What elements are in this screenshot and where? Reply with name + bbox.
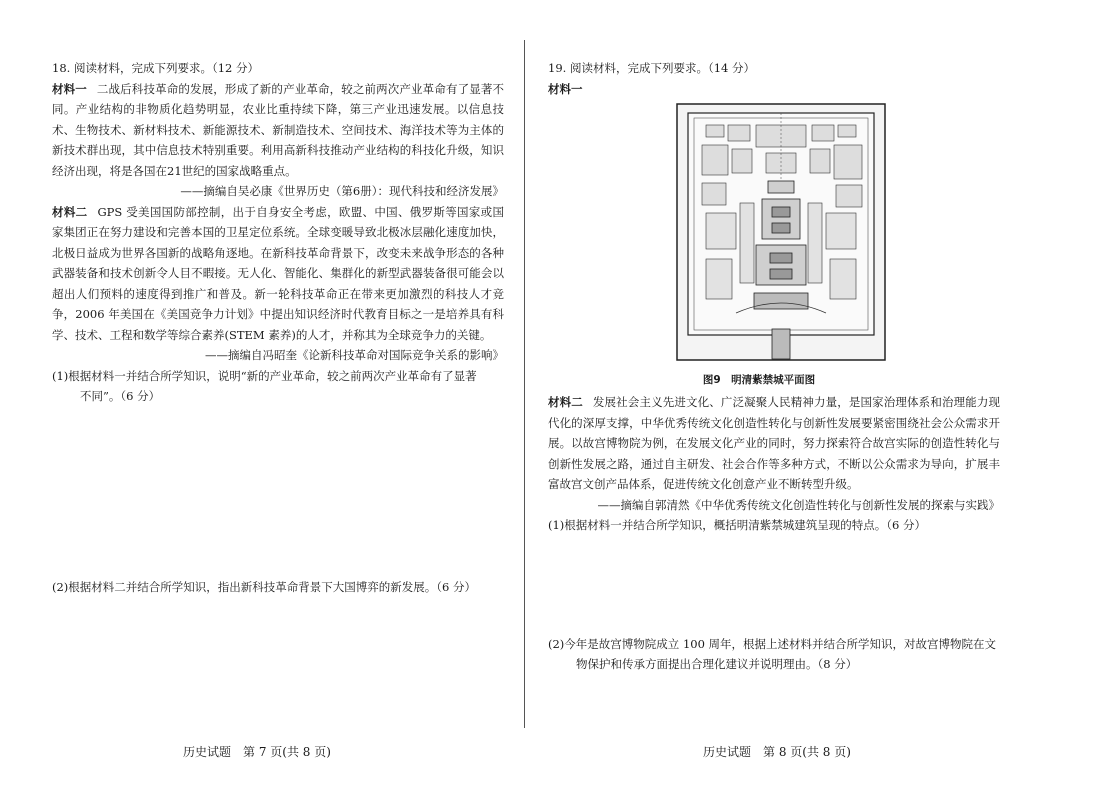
q19-sub2 — [548, 634, 1000, 675]
q19-material-one-label: 材料一 — [548, 81, 583, 96]
q19-sub1: (1)根据材料一并结合所学知识，概括明清紫禁城建筑呈现的特点。（6 分） — [548, 518, 927, 532]
q18-sub1-line2: 不同”。（6 分） — [80, 389, 161, 403]
figure-caption: 图9 明清紫禁城平面图 — [702, 373, 816, 386]
q19-material-two — [548, 392, 1000, 495]
q18-title: 18. 阅读材料，完成下列要求。（12 分） — [52, 61, 259, 75]
footer-subject: 历史试题 — [183, 745, 232, 759]
material-one-label: 材料一 — [52, 81, 87, 96]
q19-title: 19. 阅读材料，完成下列要求。（14 分） — [548, 61, 755, 75]
right-page — [548, 58, 1000, 675]
left-page — [52, 58, 504, 597]
q18-material-two — [52, 202, 504, 346]
footer-page-number: 第 8 页(共 8 页) — [763, 745, 851, 759]
q19-material-two-source: ——摘编自郭清然《中华优秀传统文化创造性转化与创新性发展的探索与实践》 — [597, 497, 1000, 512]
footer-page-7 — [183, 743, 343, 760]
forbidden-city-plan-figure — [676, 103, 886, 361]
material-one-source: ——摘编自吴必康《世界历史（第6册）：现代科技和经济发展》 — [180, 184, 504, 198]
material-one-text: 二战后科技革命的发展，形成了新的产业革命，较之前两次产业革命有了显著不同。产业结构的非物质化趋势明显，农业比重持续下降，第三产业迅速发展。以信息技术、生物技术、新材料技术、新能源技术、新制造技术、空间技术、海洋技术等为主体的新技术群出现，其中信息技术特别重要。利用高新科技推动产业结构的科技化升级，知识经济出现，将是各国在21世纪的国家战略重点。 — [52, 81, 504, 178]
material-two-text: GPS 受美国国防部控制，出于自身安全考虑，欧盟、中国、俄罗斯等国家或国家集团正在努力建设和完善本国的卫星定位系统。全球变暖导致北极冰层融化速度加快，北极日益成为世界各国新的战略角逐地。在新科技革命背景下，改变未来战争形态的各种武器装备和技术创新令人目不暇接。无人化、智能化、集群化的新型武器装备很可能会以超出人们预料的速度得到推广和普及。新一轮科技革命正在带来更加激烈的科技人才竞争，2006 年美国在《美国竞争力计划》中提出知识经济时代教育目标之一是培养具有科学、技术、工程和数学等综合素养(STEM 素养)的人才，并称其为全球竞争力的关键。 — [52, 204, 504, 342]
q19-sub2-line2: 物保护和传承方面提出合理化建议并说明理由。（8 分） — [576, 657, 858, 671]
q18-material-one — [52, 79, 504, 182]
q19-material-two-label: 材料二 — [548, 395, 583, 409]
footer-page-8 — [703, 743, 863, 760]
q19-sub2-line1: (2)今年是故宫博物院成立 100 周年，根据上述材料并结合所学知识，对故宫博物院在文 — [548, 636, 997, 651]
material-two-label: 材料二 — [52, 204, 88, 219]
q18-sub1 — [52, 366, 504, 407]
q19-material-two-text: 发展社会主义先进文化、广泛凝聚人民精神力量，是国家治理体系和治理能力现代化的深厚支撑，中华优秀传统文化创造性转化与创新性发展要紧密围绕社会公众需求开展。以故宫博物院为例，在发展文化产业的同时，努力探索符合故宫实际的创造性转化与创新性发展之路，通过自主研发、社会合作等多种方式，不断以公众需求为导向，扩展丰富故宫文创产品体系，促进传统文化创意产业不断转型升级。 — [548, 395, 1000, 491]
q18-sub1-line1: (1)根据材料一并结合所学知识，说明“新的产业革命，较之前两次产业革命有了显著 — [52, 368, 477, 383]
q18-sub2: (2)根据材料二并结合所学知识，指出新科技革命背景下大国博弈的新发展。（6 分） — [52, 579, 477, 594]
footer-page-number: 第 7 页(共 8 页) — [243, 745, 331, 759]
footer-subject: 历史试题 — [703, 745, 752, 759]
material-two-source: ——摘编自冯昭奎《论新科技革命对国际竞争关系的影响》 — [205, 348, 504, 362]
